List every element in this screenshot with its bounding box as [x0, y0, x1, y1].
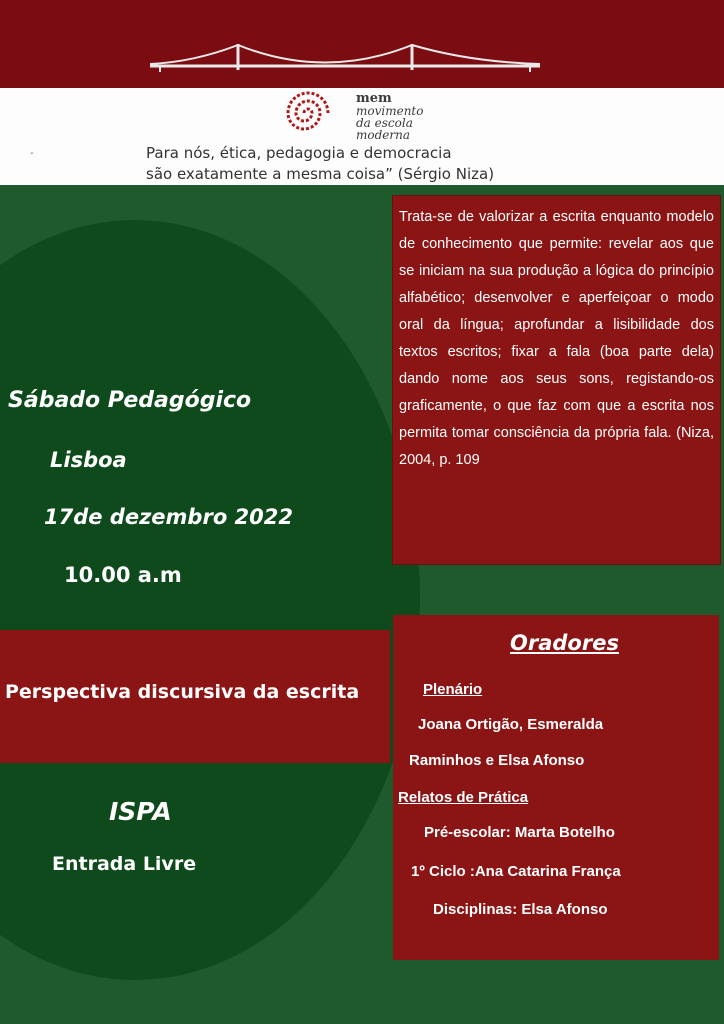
- logo-short: mem: [356, 91, 392, 106]
- bridge-icon: [150, 40, 540, 76]
- mem-logo-text: [356, 92, 423, 141]
- event-time: 10.00 a.m: [64, 563, 182, 587]
- quote-line: Para nós, ética, pedagogia e democracia: [146, 144, 452, 162]
- event-title: Perspectiva discursiva da escrita: [5, 681, 360, 703]
- speakers-title: Oradores: [510, 631, 619, 655]
- preschool-speaker: Pré-escolar: Marta Botelho: [424, 824, 615, 841]
- quote-line: são exatamente a mesma coisa” (Sérgio Niza): [146, 165, 495, 183]
- plenary-label: Plenário: [423, 681, 483, 698]
- disciplines-speaker: Disciplinas: Elsa Afonso: [433, 901, 608, 918]
- event-city: Lisboa: [50, 448, 127, 472]
- plenary-speakers-line: Joana Ortigão, Esmeralda: [418, 716, 604, 733]
- dash-mark: -: [30, 148, 34, 159]
- header-quote: [146, 143, 494, 185]
- event-date: 17de dezembro 2022: [44, 505, 294, 529]
- event-title-bar: [0, 630, 390, 763]
- logo-line: da escola: [356, 116, 413, 130]
- event-admission: Entrada Livre: [52, 853, 197, 875]
- logo-line: movimento: [356, 104, 424, 118]
- citation-box: [392, 195, 721, 565]
- plenary-speakers-line: Raminhos e Elsa Afonso: [409, 752, 585, 769]
- speakers-box: [393, 615, 719, 960]
- event-venue: ISPA: [109, 797, 172, 826]
- reports-label: Relatos de Prática: [398, 789, 529, 806]
- citation-text: Trata-se de valorizar a escrita enquanto modelo de conhecimento que permite: revelar aos que se iniciam na sua produção a lógica do princípio alfabético; desenvolver e aperfeiçoar o modo oral da língua; aprofundar a lisibilidade dos textos escritos; fixar a fala (boa parte dela) dando nome aos seus sons, registando-os graficamente, o que faz com que a escrita nos permita tomar consciência da própria fala. (Niza, 2004, p. 109: [399, 209, 714, 468]
- mem-spiral-logo-icon: [268, 88, 348, 138]
- first-cycle-speaker: 1º Ciclo :Ana Catarina França: [411, 863, 621, 880]
- logo-line: moderna: [356, 128, 411, 142]
- event-name: Sábado Pedagógico: [8, 388, 252, 413]
